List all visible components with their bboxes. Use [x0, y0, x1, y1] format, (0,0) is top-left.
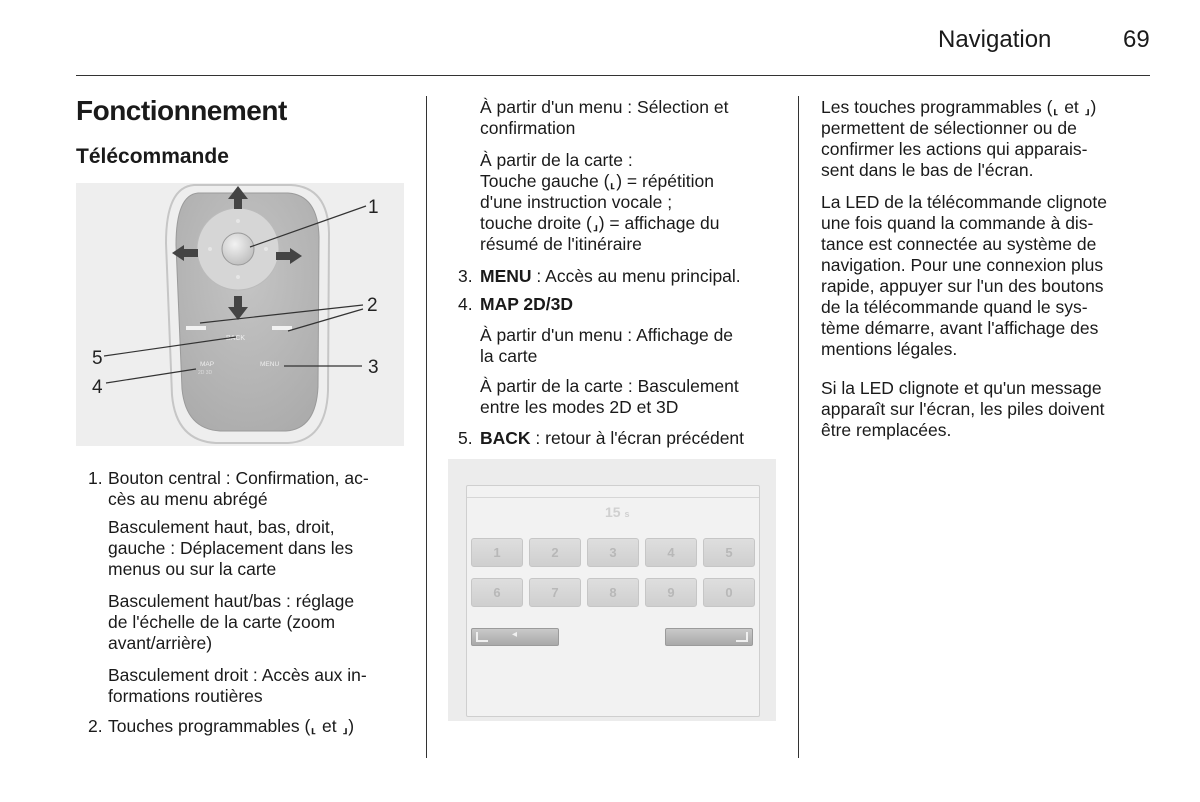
- text-line: d'une instruction vocale ;: [480, 192, 673, 212]
- item-1-paragraph-1: [108, 517, 408, 580]
- text-line: Touche gauche (⸤) = répétition: [480, 171, 714, 191]
- key-0[interactable]: 0: [703, 578, 755, 607]
- text-line: tance est connectée au système de: [821, 234, 1097, 254]
- text-line: cès au menu abrégé: [108, 489, 268, 509]
- text-line: menus ou sur la carte: [108, 559, 277, 579]
- text-line: confirmer les actions qui apparais-: [821, 139, 1088, 159]
- column-3-paragraph-1: [821, 97, 1153, 181]
- page-number: 69: [1123, 26, 1150, 53]
- key-3[interactable]: 3: [587, 538, 639, 567]
- text-line: apparaît sur l'écran, les piles doivent: [821, 399, 1105, 419]
- text-line: de l'échelle de la carte (zoom: [108, 612, 336, 632]
- key-7[interactable]: 7: [529, 578, 581, 607]
- list-number-4: 4.: [458, 294, 473, 314]
- key-8[interactable]: 8: [587, 578, 639, 607]
- text-line: être remplacées.: [821, 420, 952, 440]
- text-line: À partir d'un menu : Affichage de: [480, 325, 734, 345]
- key-1[interactable]: 1: [471, 538, 523, 567]
- header-rule: [76, 75, 1150, 76]
- softkey-right-icon: [272, 326, 292, 330]
- section-title: Fonctionnement: [76, 95, 287, 126]
- callout-4: 4: [92, 377, 103, 398]
- screen-frame: [466, 485, 760, 717]
- text-line: sent dans le bas de l'écran.: [821, 160, 1034, 180]
- back-arrow-icon: ◂: [512, 629, 518, 640]
- item-4-term-text: MAP 2D/3D: [480, 294, 574, 314]
- text-line: de la télécommande quand le sys-: [821, 297, 1088, 317]
- item-5-description: : retour à l'écran précédent: [530, 428, 745, 448]
- softkey-left-bar[interactable]: [471, 628, 559, 646]
- text-line: permettent de sélectionner ou de: [821, 118, 1077, 138]
- item-3-description: : Accès au menu principal.: [531, 266, 741, 286]
- item-4-term: [480, 294, 780, 315]
- screen-top-bar: [467, 486, 759, 498]
- text-line: tème démarre, avant l'affichage des: [821, 318, 1099, 338]
- softkey-right-icon: [736, 632, 748, 642]
- key-5[interactable]: 5: [703, 538, 755, 567]
- text-line: La LED de la télécommande clignote: [821, 192, 1108, 212]
- text-line: Bouton central : Confirmation, ac-: [108, 468, 369, 488]
- item-1-text: [108, 468, 408, 510]
- running-header-title: Navigation: [938, 26, 1052, 53]
- text-line: avant/arrière): [108, 633, 213, 653]
- text-line: touche droite (⸥) = affichage du: [480, 213, 720, 233]
- keypad-screen-figure: [448, 459, 776, 721]
- list-number-1: 1.: [88, 468, 103, 488]
- callout-2: 2: [367, 295, 378, 316]
- softkey-right-bar[interactable]: [665, 628, 753, 646]
- text-line: Si la LED clignote et qu'un message: [821, 378, 1102, 398]
- item-1-paragraph-3: [108, 665, 408, 707]
- key-6[interactable]: 6: [471, 578, 523, 607]
- text-line: une fois quand la commande à dis-: [821, 213, 1094, 233]
- item-2-paragraph-2: [480, 150, 780, 255]
- key-4[interactable]: 4: [645, 538, 697, 567]
- remote-control-illustration: [76, 183, 404, 446]
- text-line: Basculement haut, bas, droit,: [108, 517, 335, 537]
- item-5-text: [480, 428, 790, 449]
- item-5-term: BACK: [480, 428, 531, 448]
- callout-3: 3: [368, 357, 379, 378]
- text-line: mentions légales.: [821, 339, 958, 359]
- softkey-left-icon: [476, 632, 488, 642]
- item-3-term: MENU: [480, 266, 532, 286]
- countdown-display: [605, 504, 629, 520]
- column-divider-1: [426, 96, 427, 758]
- item-4-paragraph-1: [480, 325, 780, 367]
- text-line: résumé de l'itinéraire: [480, 234, 642, 254]
- column-divider-2: [798, 96, 799, 758]
- remote-control-figure: [76, 183, 404, 446]
- text-line: Basculement haut/bas : réglage: [108, 591, 355, 611]
- text-line: À partir de la carte : Basculement: [480, 376, 739, 396]
- item-3-text: [480, 266, 790, 287]
- text-line: navigation. Pour une connexion plus: [821, 255, 1104, 275]
- callout-5: 5: [92, 348, 103, 369]
- countdown-unit: s: [624, 509, 630, 519]
- column-3-paragraph-3: [821, 378, 1153, 441]
- map-button-sublabel: 2D 3D: [198, 370, 213, 376]
- key-9[interactable]: 9: [645, 578, 697, 607]
- text-line: confirmation: [480, 118, 576, 138]
- text-line: la carte: [480, 346, 538, 366]
- list-number-2: 2.: [88, 716, 103, 736]
- key-2[interactable]: 2: [529, 538, 581, 567]
- text-line: entre les modes 2D et 3D: [480, 397, 679, 417]
- callout-1: 1: [368, 197, 379, 218]
- text-line: rapide, appuyer sur l'un des boutons: [821, 276, 1104, 296]
- softkey-left-icon: [186, 326, 206, 330]
- back-button-label: BACK: [226, 335, 246, 342]
- list-number-3: 3.: [458, 266, 473, 286]
- text-line: gauche : Déplacement dans les: [108, 538, 354, 558]
- map-button-label: MAP: [200, 361, 215, 368]
- text-line: À partir de la carte :: [480, 150, 633, 170]
- subsection-title: Télécommande: [76, 145, 229, 168]
- text-line: Basculement droit : Accès aux in-: [108, 665, 367, 685]
- list-number-5: 5.: [458, 428, 473, 448]
- countdown-value: 15: [605, 504, 621, 520]
- item-4-paragraph-2: [480, 376, 780, 418]
- menu-button-label: MENU: [260, 361, 280, 368]
- item-1-paragraph-2: [108, 591, 408, 654]
- column-3-paragraph-2: [821, 192, 1153, 360]
- item-2-text: Touches programmables (⸤ et ⸥): [108, 716, 355, 736]
- text-line: À partir d'un menu : Sélection et: [480, 97, 729, 117]
- text-line: formations routières: [108, 686, 263, 706]
- item-2-paragraph-1: [480, 97, 780, 139]
- text-line: Les touches programmables (⸤ et ⸥): [821, 97, 1097, 117]
